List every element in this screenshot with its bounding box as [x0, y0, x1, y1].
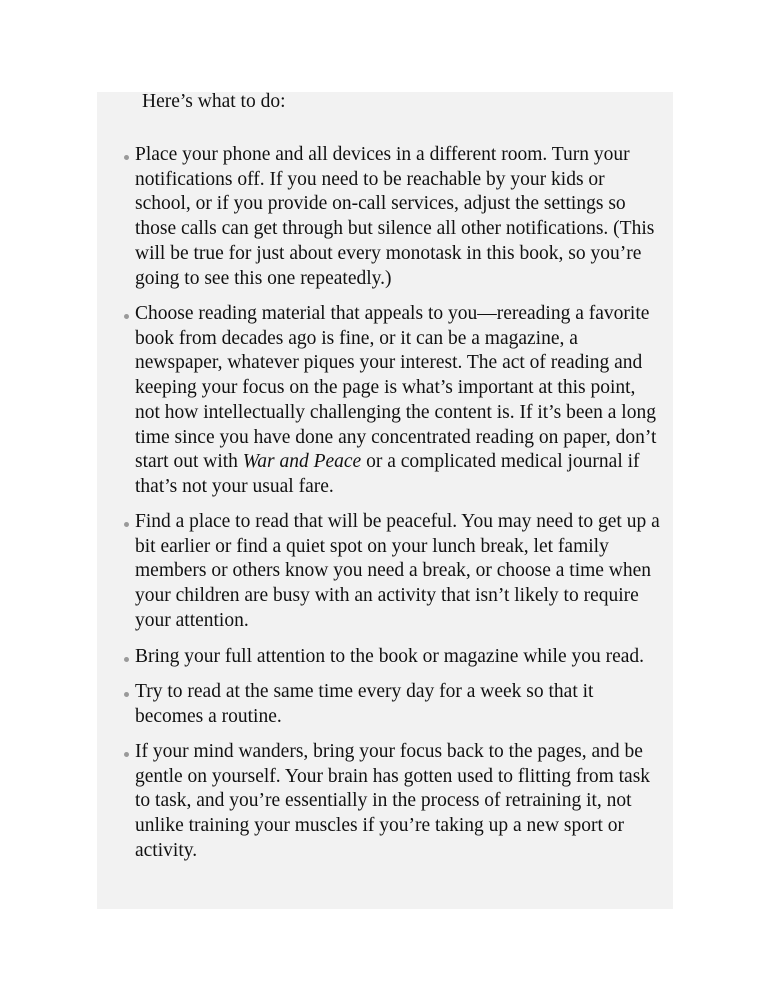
list-item-text: Bring your full attention to the book or magazine while you read. — [135, 646, 645, 667]
list-item-text: Place your phone and all devices in a different room. Turn your notifications off. If you need to be reachable by your kids or school, or if you provide on-call services, adjust the settings so those calls can get through but silence all other notifications. (This will be true for just about every monotask in this book, so you’re going to see this one repeatedly.) — [135, 144, 655, 289]
list-item-text: Try to read at the same time every day for a week so that it becomes a routine. — [135, 681, 594, 727]
list-item-text-part: Choose reading material that appeals to you—rereading a favorite book from decades ago is fine, or it can be a magazine, a newspaper, whatever piques your interest. The act of reading and keeping your focus on the page is what’s important at this point, not how intellectually challenging the content is. If it’s been a long time since you have done any concentrated reading on paper, don’t start out with — [135, 303, 657, 473]
bullet-icon — [124, 657, 129, 662]
list-item-text: Find a place to read that will be peaceful. You may need to get up a bit earlier or find a quiet spot on your lunch break, let family members or others know you need a break, or choose a time when your children are busy with an activity that isn’t likely to require your attention. — [135, 511, 660, 631]
list-item — [124, 302, 664, 500]
list-item — [124, 510, 664, 634]
list-item — [124, 680, 664, 729]
list-item — [124, 740, 664, 864]
list-item-text: If your mind wanders, bring your focus back to the pages, and be gentle on yourself. Your brain has gotten used to flitting from task to task, and you’re essentially in the process of retraining it, not unlike training your muscles if you’re taking up a new sport or activity. — [135, 741, 651, 861]
list-item — [124, 143, 664, 291]
bullet-icon — [124, 692, 129, 697]
bullet-icon — [124, 522, 129, 527]
book-title: War and Peace — [242, 451, 362, 473]
bullet-icon — [124, 752, 129, 757]
bullet-icon — [124, 314, 129, 319]
intro-text: Here’s what to do: — [142, 91, 286, 112]
list-item-text-part: or a complicated medical journal if that’s not your usual fare. — [135, 451, 640, 497]
bullet-icon — [124, 155, 129, 160]
list-item-text — [124, 302, 664, 500]
list-item — [124, 645, 664, 670]
